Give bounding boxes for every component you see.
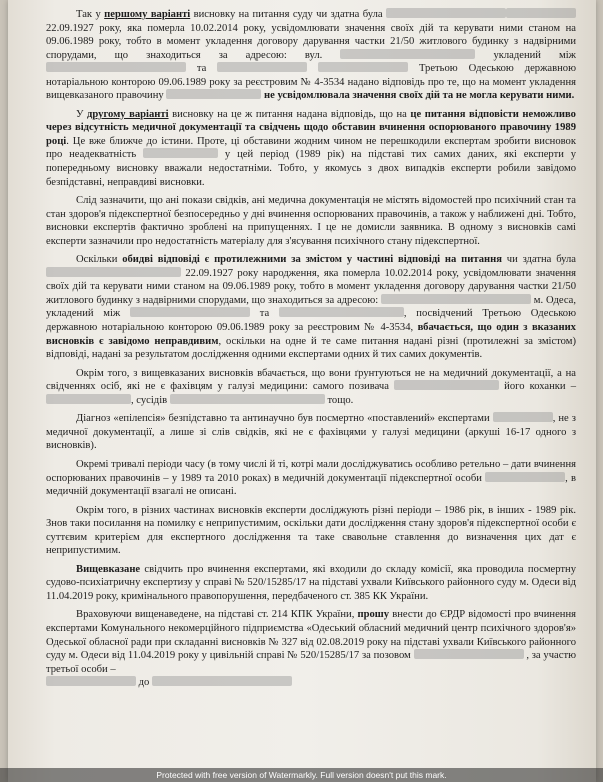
text: . Це вже ближче до істини. Проте, ці обставини жодним чином не перешкодили експертам зробити висновок про неадекватність: [46, 135, 576, 161]
redaction: [340, 49, 475, 59]
text: У: [76, 108, 88, 120]
text: його коханки –: [499, 381, 577, 393]
text: 22.09.1927 року, яка померла 10.02.2014 року, усвідомлювати значення своїх дій та керувати ними станом на 09.06.1989 року, тобто в момент укладення договору дарування частки 21/50 житлового будинку з надвірними спорудами, що знаходиться за адресою: вул.: [46, 22, 576, 61]
paragraph-8: Окрім того, в різних частинах висновків експерти досліджують різні періоди – 1986 рік, в інших - 1989 рік. Знов таки посилання на помилку є неприпустимим, оскільки дати дослідження стану здоров'я підекспертної особи є суттєвим критерієм для експертного дослідження та таке свавольне ставлення до визначення цих дат є неприпустимим.: [46, 504, 576, 557]
paragraph-11: [46, 676, 576, 690]
redaction: [318, 62, 408, 72]
redaction: [386, 8, 506, 18]
text: Окремі тривалі періоди часу (в тому числі й ті, котрі мали досліджуватись особливо ретельно – дати вчинення оспорюваних правочинів – у 1989 та 2010 роках) в медичній документації підекспертної особи: [46, 458, 576, 484]
paragraph-1: [46, 8, 576, 103]
redaction: [414, 649, 524, 659]
redaction: [143, 148, 218, 158]
text: Так у: [76, 9, 105, 20]
emphasis-text: Вищевказане: [76, 563, 141, 575]
text: свідчить про вчинення експертами, які входили до складу комісії, яка проводила посмертну судово-психіатричну експертизу у справі № 520/15285/17 на підставі ухвали Київського районного суду м. Одеси від 11.04.2019 року, кримінального правопорушення, передбаченого ст. 385 КК України.: [46, 563, 576, 602]
emphasis-text: другому варіанті: [87, 108, 169, 120]
text: Враховуючи вищенаведене, на підставі ст. 214 КПК України,: [76, 609, 358, 621]
redaction: [130, 307, 250, 317]
text: у цей період (1989 рік) на підставі тих самих даних, які експерти у попередньому висновку вважали недостатніми. Тобто, у якомусь з двох випадків експерти робили завідомо безпідставні, неправдиві висновки.: [46, 149, 577, 188]
redaction: [170, 394, 325, 404]
redaction: [46, 676, 136, 686]
text: висновку на питання суду чи здатна була: [190, 9, 386, 20]
text: висновку на це ж питання надана відповідь, що на: [168, 108, 411, 120]
redaction: [485, 472, 565, 482]
document-page: [8, 0, 596, 782]
text: 22.09.1927 року народження, яка померла 10.02.2014 року, усвідомлювати значення своїх дій та керувати ними станом на 09.06.1989 року, тобто в момент укладення договору дарування частки 21/50 житлового будинку з надвірними спорудами, що знаходиться за адресою:: [46, 267, 576, 306]
text: чи здатна була: [501, 254, 577, 266]
redaction: [46, 62, 186, 72]
redaction: [279, 307, 404, 317]
document-body: [46, 8, 576, 690]
paragraph-5: [46, 367, 576, 408]
text: внести до ЄРДР відомості про вчинення експертами Комунального некомерційного підприємства «Одеський обласний медичний центр психічного здоров'я» Одеської обласної ради при складанні висновків № 327 від 02.08.2019 року на підставі ухвали Київського районного суду м. Одеси від 11.04.2019 року у цивільній справі № 520/15285/17 за позовом: [46, 609, 576, 662]
text: , за участю третьої особи –: [46, 650, 576, 675]
redaction: [394, 380, 499, 390]
redaction: [381, 294, 531, 304]
watermark-banner: Protected with free version of Watermarkly. Full version doesn't put this mark.: [0, 768, 603, 782]
emphasis-text: прошу: [357, 609, 390, 621]
text: , не з медичної документації, а лише зі слів свідків, які не є фахівцями у галузі медицини (аркуші 16-17 одного з висновків).: [46, 413, 576, 452]
paragraph-9: [46, 563, 576, 604]
redaction: [152, 676, 292, 686]
text: , в медичній документації взагалі не описані.: [46, 472, 576, 498]
text: , сусідів: [131, 394, 170, 406]
text: та: [186, 63, 218, 75]
redaction: [493, 412, 553, 422]
paragraph-10: [46, 608, 576, 676]
paragraph-6: [46, 412, 576, 453]
redaction: [166, 89, 261, 99]
redaction: [506, 8, 576, 18]
text: укладений між: [475, 49, 576, 61]
emphasis-text: вбачається, що один з вказаних висновків є завідомо неправдивим: [46, 322, 576, 347]
text: Третьою Одеською державною нотаріальною конторою 09.06.1989 року за реєстровим № 4-3534 надано відповідь про те, що на момент укладення вищевказаного правочину: [46, 63, 576, 102]
emphasis-text: обидві відповіді є протилежними за змістом у частині відповіді на питання: [122, 254, 502, 266]
text: , посвідчений Третьою Одеською державною нотаріальною конторою 09.06.1989 року за реєстровим № 4-3534,: [46, 308, 577, 334]
paragraph-4: [46, 253, 576, 361]
text: Оскільки: [76, 254, 123, 266]
text: Діагноз «епілепсія» безпідставно та антинаучно був посмертно «поставлений» експертами: [76, 413, 493, 425]
paragraph-7: [46, 458, 576, 499]
emphasis-text: не усвідомлювала значення своїх дій та не могла керувати ними.: [261, 90, 575, 102]
text: Окрім того, з вищевказаних висновків вбачається, що вони ґрунтуються не на медичний документації, а на свідченнях осіб, які не є фахівцям у галузі медицини: самого позивача: [46, 367, 576, 393]
text: тощо.: [324, 394, 354, 406]
redaction: [217, 62, 307, 72]
redaction: [46, 267, 181, 277]
emphasis-text: це питання відповісти неможливо через відсутність медичної документації та свідчень щодо обставин вчинення оспорюваного правочину 1989 році: [46, 108, 576, 147]
paragraph-2: [46, 108, 576, 189]
text: , оскільки на одне й те саме питання надані різні (протилежні за змістом) відповіді, надані за результатом дослідження одними експертами одних й тих самих документів.: [46, 335, 576, 361]
emphasis-text: першому варіанті: [104, 9, 191, 20]
text: до: [136, 677, 152, 689]
redaction: [46, 394, 131, 404]
text: м. Одеса, укладений між: [46, 294, 576, 320]
paragraph-3: Слід зазначити, що ані покази свідків, ані медична документація не містять відомостей про психічний стан та стан здоров'я підекспертної безпосередньо у дні вчинення оспорюваних правочинів, а також у наближені дні. Тобто, висновки експертів фактично зроблені на припущеннях. І це не домисли заявника. В одному з висновків самі експерти зазначили про недостатність матеріалу для з'ясування психічного стану підекспертної.: [46, 195, 576, 247]
text: та: [249, 308, 279, 320]
